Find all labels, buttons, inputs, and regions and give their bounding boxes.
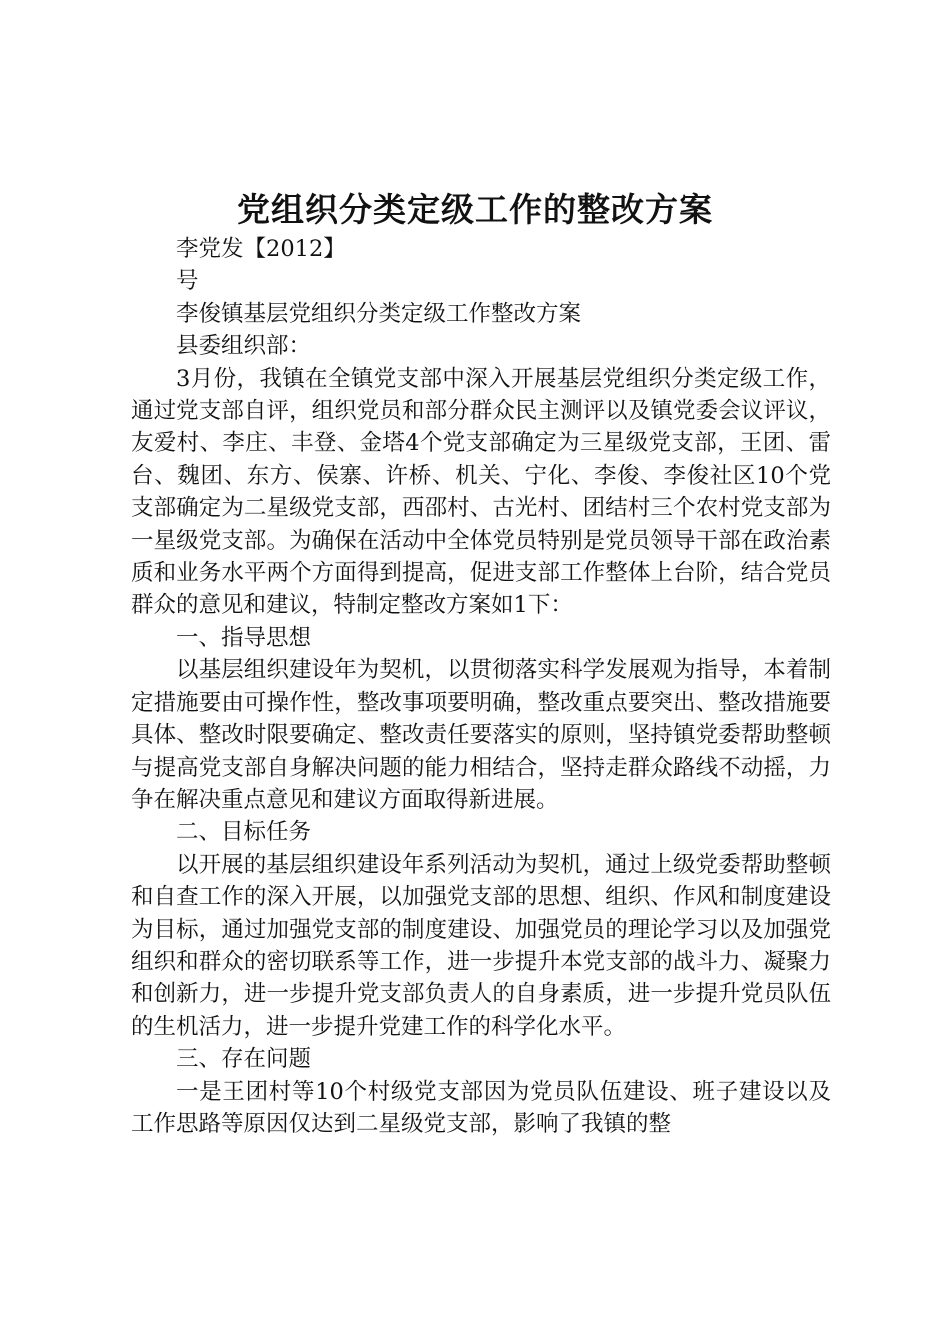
- document-title: 党组织分类定级工作的整改方案: [237, 190, 713, 229]
- goals-paragraph: 以开展的基层组织建设年系列活动为契机，通过上级党委帮助整顿和自查工作的深入开展，以加强党支部的思想、组织、作风和制度建设为目标，通过加强党支部的制度建设、加强党员的理论学习以及加强党组织和群众的密切联系等工作，进一步提升本党支部的战斗力、凝聚力和创新力，进一步提升党支部负责人的自身素质，进一步提升党员队伍的生机活力，进一步提升党建工作的科学化水平。: [131, 851, 831, 1040]
- doc-subtitle: 李俊镇基层党组织分类定级工作整改方案: [176, 300, 582, 327]
- section-heading-problems: 三、存在问题: [176, 1046, 312, 1073]
- problems-paragraph: 一是王团村等10个村级党支部因为党员队伍建设、班子建设以及工作思路等原因仅达到二星级党支部，影响了我镇的整: [131, 1078, 831, 1137]
- document-body: [131, 233, 831, 1140]
- section-heading-goals: 二、目标任务: [176, 819, 312, 846]
- doc-number-suffix: 号: [176, 268, 199, 295]
- doc-recipient: 县委组织部：: [176, 333, 312, 360]
- section-heading-guiding-thought: 一、指导思想: [176, 624, 312, 651]
- intro-paragraph: 3月份，我镇在全镇党支部中深入开展基层党组织分类定级工作，通过党支部自评，组织党员和部分群众民主测评以及镇党委会议评议，友爱村、李庄、丰登、金塔4个党支部确定为三星级党支部，王团、雷台、魏团、东方、侯寨、许桥、机关、宁化、李俊、李俊社区10个党支部确定为二星级党支部，西邵村、古光村、团结村三个农村党支部为一星级党支部。为确保在活动中全体党员特别是党员领导干部在政治素质和业务水平两个方面得到提高，促进支部工作整体上台阶，结合党员群众的意见和建议，特制定整改方案如1下：: [131, 365, 831, 619]
- guiding-thought-paragraph: 以基层组织建设年为契机，以贯彻落实科学发展观为指导，本着制定措施要由可操作性，整改事项要明确，整改重点要突出、整改措施要具体、整改时限要确定、整改责任要落实的原则，坚持镇党委帮助整顿与提高党支部自身解决问题的能力相结合，坚持走群众路线不动摇，力争在解决重点意见和建议方面取得新进展。: [131, 657, 831, 813]
- doc-number-line: 李党发【2012】: [176, 236, 346, 262]
